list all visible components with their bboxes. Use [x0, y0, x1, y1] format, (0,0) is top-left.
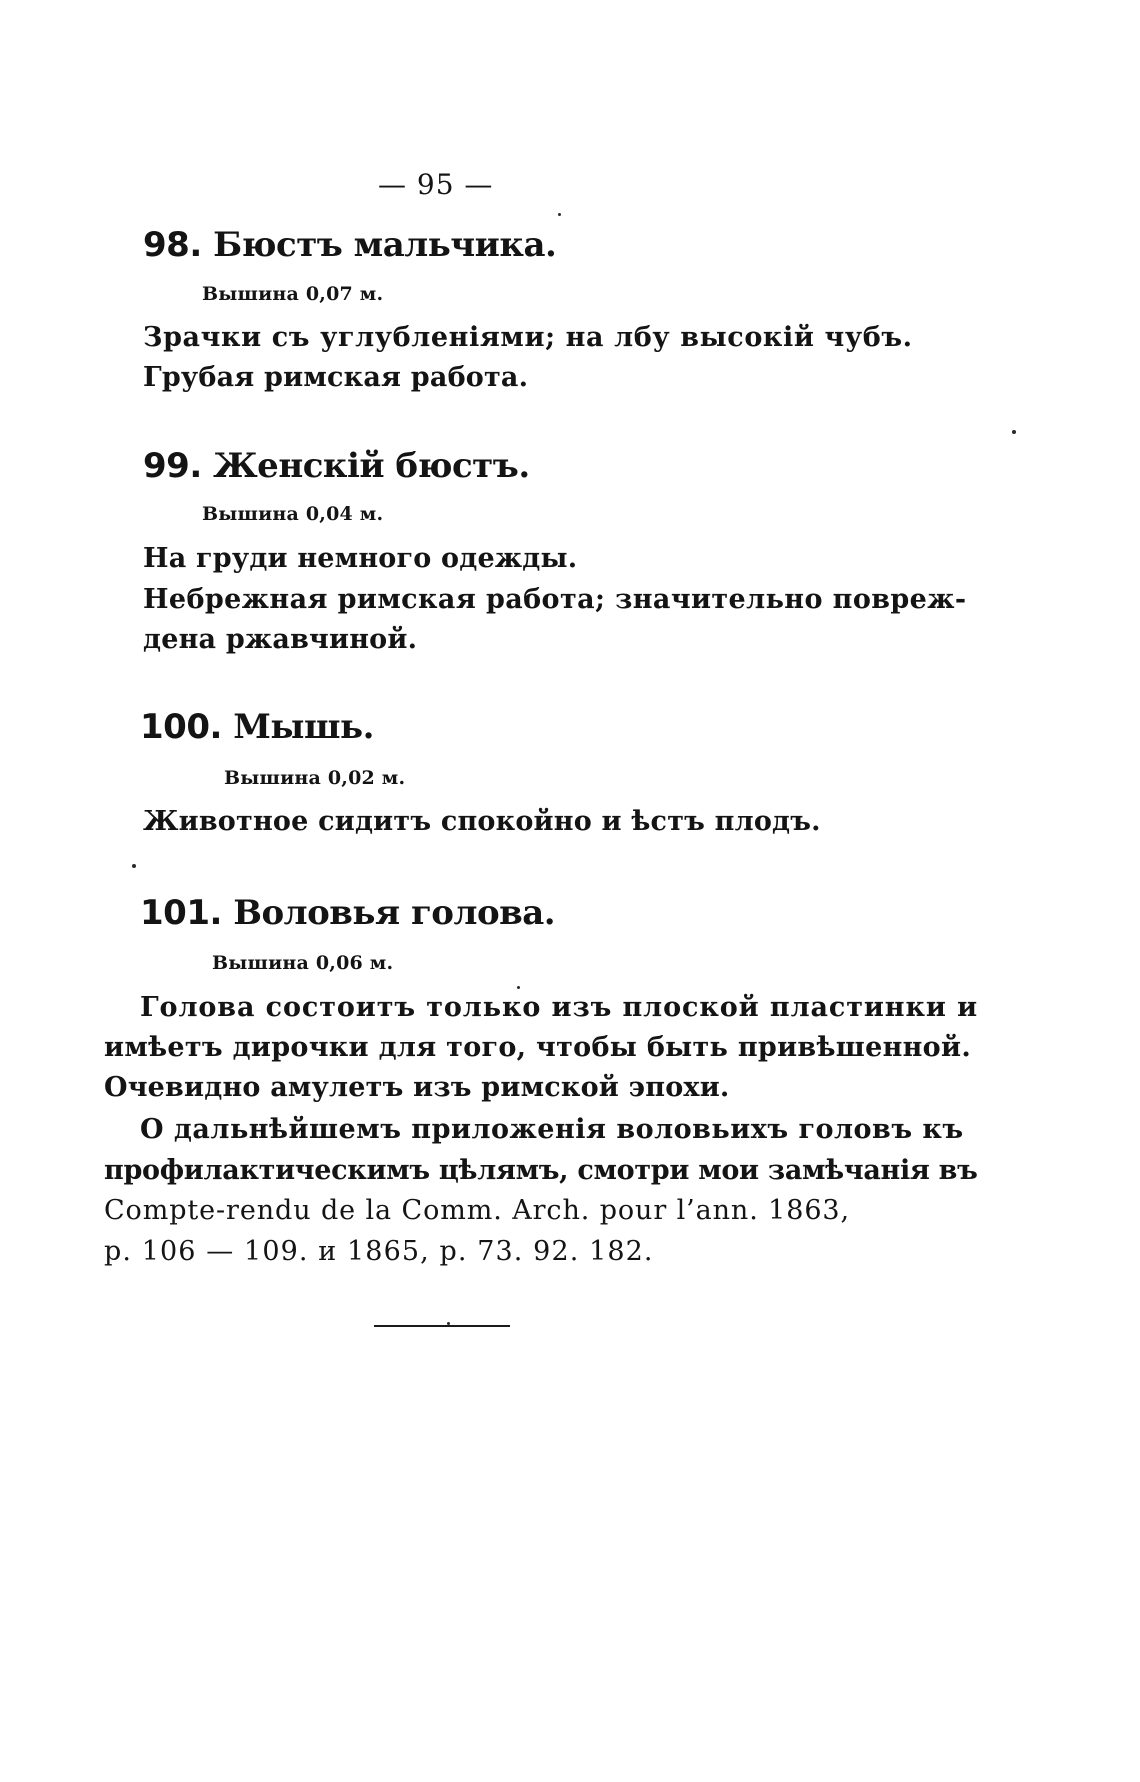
- entry-100-height: Вышина 0,02 м.: [224, 767, 406, 789]
- print-speck: [132, 864, 136, 868]
- entry-101-height: Вышина 0,06 м.: [212, 952, 394, 974]
- entry-101-line-6: Compte-rendu de la Comm. Arch. pour l’ann. 1863,: [104, 1195, 850, 1226]
- entry-101-line-1: Голова состоитъ только изъ плоской пластинки и: [140, 992, 979, 1023]
- print-speck: [517, 986, 520, 989]
- entry-99-line-2: Небрежная римская работа; значительно повреж-: [143, 584, 967, 615]
- entry-99-height: Вышина 0,04 м.: [202, 503, 384, 525]
- print-speck: [1012, 430, 1016, 434]
- page-number: — 95 —: [378, 168, 494, 201]
- entry-101-line-2: имѣетъ дирочки для того, чтобы быть привѣшенной.: [104, 1032, 972, 1063]
- print-speck: [447, 1322, 450, 1325]
- entry-98-line-1: Зрачки съ углубленіями; на лбу высокій чубъ.: [143, 322, 913, 353]
- closing-rule: [374, 1325, 510, 1327]
- entry-101-line-3: Очевидно амулетъ изъ римской эпохи.: [104, 1072, 730, 1103]
- entry-101-line-7: p. 106 — 109. и 1865, p. 73. 92. 182.: [104, 1236, 654, 1267]
- entry-100-line-1: Животное сидитъ спокойно и ѣстъ плодъ.: [143, 806, 821, 837]
- entry-98-title: [143, 225, 556, 265]
- entry-99-line-1: На груди немного одежды.: [143, 543, 578, 574]
- entry-98-number: 98.: [143, 225, 202, 265]
- entry-98-heading: Бюстъ мальчика.: [213, 225, 557, 265]
- entry-101-line-5: профилактическимъ цѣлямъ, смотри мои замѣчанія въ: [104, 1155, 978, 1186]
- entry-98-line-2: Грубая римская работа.: [143, 362, 529, 393]
- entry-101-heading: Воловья голова.: [233, 893, 556, 933]
- entry-101-title: [140, 893, 555, 933]
- entry-100-title: [140, 707, 374, 747]
- entry-99-heading: Женскій бюстъ.: [213, 446, 530, 486]
- entry-99-title: [143, 446, 530, 486]
- entry-98-height: Вышина 0,07 м.: [202, 283, 384, 305]
- entry-99-number: 99.: [143, 446, 202, 486]
- entry-100-heading: Мышь.: [233, 707, 374, 747]
- entry-101-line-4: О дальнѣйшемъ приложенія воловьихъ головъ къ: [140, 1114, 964, 1145]
- entry-100-number: 100.: [140, 707, 222, 747]
- entry-101-number: 101.: [140, 893, 222, 933]
- entry-99-line-3: дена ржавчиной.: [143, 624, 418, 655]
- print-speck: [558, 213, 561, 216]
